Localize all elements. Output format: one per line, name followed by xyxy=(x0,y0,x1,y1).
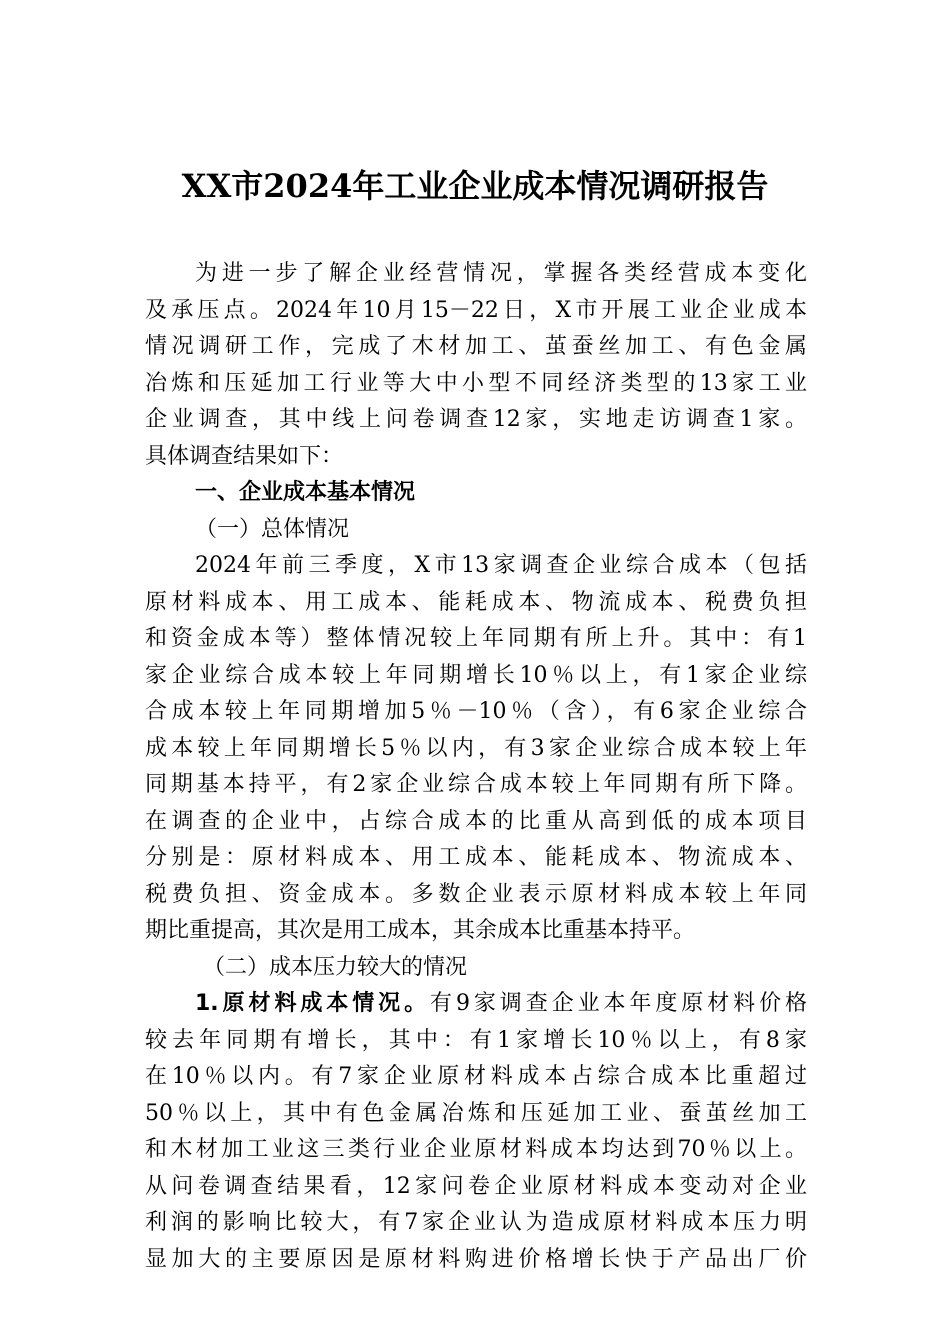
paragraph-line: 期比重提高，其次是用工成本，其余成本比重基本持平。 xyxy=(145,918,696,943)
paragraph-line: 合成本较上年同期增加5％－10％（含），有6家企业综合 xyxy=(145,699,807,724)
paragraph-line: 较去年同期有增长，其中：有1家增长10％以上，有8家 xyxy=(145,1027,807,1053)
subsection-heading: （一）总体情况 xyxy=(195,516,350,542)
paragraph-line: 2024年前三季度，X市13家调查企业综合成本（包括 xyxy=(195,553,807,578)
paragraph-line: 显加大的主要原因是原材料购进价格增长快于产品出厂价 xyxy=(145,1246,807,1272)
paragraph-line: 情况调研工作，完成了木材加工、茧蚕丝加工、有色金属 xyxy=(145,334,807,359)
paragraph-line: 为进一步了解企业经营情况，掌握各类经营成本变化 xyxy=(195,261,807,286)
paragraph-line: 在调查的企业中，占综合成本的比重从高到低的成本项目 xyxy=(145,808,807,834)
subsection-heading: （二）成本压力较大的情况 xyxy=(203,954,468,980)
paragraph-line: 同期基本持平，有2家企业综合成本较上年同期有所下降。 xyxy=(145,772,807,797)
paragraph-line: 成本较上年同期增长5％以内，有3家企业综合成本较上年 xyxy=(145,735,807,761)
paragraph-line: 具体调查结果如下： xyxy=(145,443,344,469)
paragraph-line: 利润的影响比较大，有7家企业认为造成原材料成本压力明 xyxy=(145,1210,807,1235)
paragraph-line: 分别是：原材料成本、用工成本、能耗成本、物流成本、 xyxy=(145,845,807,870)
section-heading: 一、企业成本基本情况 xyxy=(195,480,416,505)
paragraph-line: 家企业综合成本较上年同期增长10％以上，有1家企业综 xyxy=(145,662,807,688)
paragraph-line: 在10％以内。有7家企业原材料成本占综合成本比重超过 xyxy=(145,1064,807,1089)
paragraph-line: 从问卷调查结果看，12家问卷企业原材料成本变动对企业 xyxy=(145,1173,807,1199)
paragraph-line: 及承压点。2024年10月15－22日，X市开展工业企业成本 xyxy=(145,297,807,323)
paragraph-line: 和木材加工业这三类行业企业原材料成本均达到70％以上。 xyxy=(145,1137,807,1162)
paragraph-line: 税费负担、资金成本。多数企业表示原材料成本较上年同 xyxy=(145,881,807,907)
paragraph-line: 50％以上，其中有色金属冶炼和压延加工业、蚕茧丝加工 xyxy=(145,1100,807,1126)
paragraph-line: 原材料成本、用工成本、能耗成本、物流成本、税费负担 xyxy=(145,589,807,615)
paragraph-line: 和资金成本等）整体情况较上年同期有所上升。其中：有1 xyxy=(145,626,807,651)
paragraph-text: 有9家调查企业本年度原材料价格 xyxy=(430,991,807,1016)
paragraph-line xyxy=(145,986,807,1023)
document-body xyxy=(145,256,807,1278)
paragraph-line: 企业调查，其中线上问卷调查12家，实地走访调查1家。 xyxy=(145,407,807,432)
document-title: XX市2024年工业企业成本情况调研报告 xyxy=(181,167,769,205)
paragraph-line: 冶炼和压延加工行业等大中小型不同经济类型的13家工业 xyxy=(145,370,807,396)
paragraph-lead: 1.原材料成本情况。 xyxy=(195,991,431,1016)
